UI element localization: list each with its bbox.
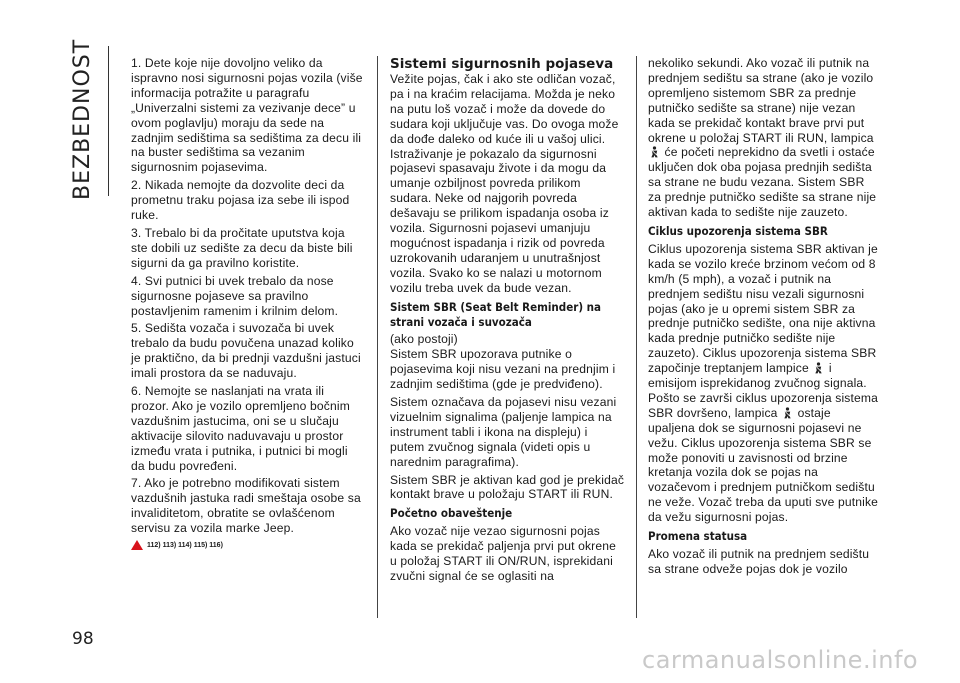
section-title: BEZBEDNOST <box>70 38 95 200</box>
section-divider <box>108 46 109 196</box>
column-1 <box>131 56 363 550</box>
paragraph <box>648 242 880 525</box>
column-divider-1 <box>377 56 378 618</box>
list-item: 1. Dete koje nije dovoljno veliko da ispravno nosi sigurnosni pojas vozila (više informacija potražite u paragrafu „Univerzalni sistemi za vezivanje dece” u ovom poglavlju) moraju da sede na zadnjim sedištima sa sedištima za decu ili na buster sedištima sa vezanim sigurnosnim pojasevima. <box>131 56 363 175</box>
watermark: carmanualsonline.info <box>642 646 919 674</box>
list-item: 4. Svi putnici bi uvek trebalo da nose sigurnosne pojaseve sa pravilno postavljenim ramenim i krilnim delom. <box>131 273 339 318</box>
subheading: Početno obaveštenje <box>390 506 513 521</box>
column-divider-2 <box>636 56 637 618</box>
text-run: Ciklus upozorenja sistema SBR aktivan je kada se vozilo kreće brzinom većom od 8 km/h (5 mph), a vozač i putnik na prednjem sedištu nisu vezali sigurnosni pojas (ako je u opremi sistem SBR za prednje putničko sedište, ona nije aktivna kada prednje putničko sedište nije zauzeto). Ciklus upozorenja sistema SBR započinje treptanjem lampice <box>648 241 878 376</box>
paragraph: (ako postoji) Sistem SBR upozorava putnike o pojasevima koji nisu vezani na prednjim i zadnjim sedištima (gde je predviđeno). <box>390 332 616 392</box>
paragraph: Ako vozač nije vezao sigurnosni pojas kada se prekidač paljenja prvi put okrene u položaj START ili ON/RUN, isprekidani zvučni signal će se oglasiti na <box>390 524 616 583</box>
paragraph <box>648 56 880 220</box>
warning-triangle-icon <box>131 540 143 550</box>
list-item: 3. Trebalo bi da pročitate uputstva koja ste dobili uz sedište za decu da biste bili sigurni da ga pravilno koristite. <box>131 225 353 270</box>
warning-refs-text: 112) 113) 114) 115) 116) <box>147 541 223 549</box>
warning-references <box>131 540 363 550</box>
paragraph: Sistem SBR je aktivan kad god je prekidač kontakt brave u položaju START ili RUN. <box>390 472 625 502</box>
text-run: i emisijom isprekidanog zvučnog signala. Pošto se završi ciklus upozorenja sistema SBR dovršeno, lampica <box>648 361 878 420</box>
column-2 <box>390 56 625 587</box>
text-run: ostaje upaljena dok se sigurnosni pojasevi ne vežu. Ciklus upozorenja sistema SBR se može ponoviti u zavisnosti od brzine kretanja vozila dok se pojas na vozačevom i prednjem putničkom sedištu ne veže. Vozač treba da uputi sve putnike da vežu sigurnosni pojas. <box>648 405 879 525</box>
text-run: će početi neprekidno da svetli i ostaće uključen dok oba pojasa prednjih sedišta sa strane ne budu vezana. Sistem SBR za prednje putničko sedište sa strane nije aktivan kada to sedište nije zauzeto. <box>648 145 877 220</box>
paragraph: Vežite pojas, čak i ako ste odličan vozač, pa i na kraćim relacijama. Možda je neko na putu loš vozač i može da dovede do sudara koji uključuje vas. Do ovoga može da dođe daleko od kuće ili u vašoj ulici. Istraživanje je pokazalo da sigurnosni pojasevi spasavaju živote i da mogu da umanje ozbiljnost povreda prilikom sudara. Neke od najgorih povreda dešavaju se prilikom ispadanja osoba iz vozila. Sigurnosni pojasevi umanjuju mogućnost ispadanja i rizik od povreda uzrokovanih udaranjem u unutrašnjost vozila. Svako ko se nalazi u motornom vozilu treba uvek da bude vezan. <box>390 72 619 295</box>
subheading: Sistem SBR (Seat Belt Reminder) na strani vozača i suvozača <box>390 299 602 329</box>
page-number: 98 <box>72 629 94 649</box>
subheading: Ciklus upozorenja sistema SBR <box>648 223 828 238</box>
section-heading: Sistemi sigurnosnih pojaseva <box>390 56 614 72</box>
text-run: nekoliko sekundi. Ako vozač ili putnik na prednjem sedištu sa strane (ako je vozilo opremljeno sistemom SBR za prednje putničko sedište sa strane) nije vezan kada se prekidač kontakt brave prvi put okrene u položaj START ili RUN, lampica <box>648 56 874 145</box>
list-item: 2. Nikada nemojte da dozvolite deci da prometnu traku pojasa iza sebe ili ispod ruke. <box>131 178 350 223</box>
seatbelt-reminder-icon <box>650 146 659 158</box>
list-item: 7. Ako je potrebno modifikovati sistem vazdušnih jastuka radi smeštaja osobe sa invaliditetom, obratite se ovlašćenom servisu za vozila marke Jeep. <box>131 476 361 536</box>
seatbelt-reminder-icon <box>814 362 823 374</box>
paragraph: Ako vozač ili putnik na prednjem sedištu sa strane odveže pojas dok je vozilo <box>648 547 870 576</box>
list-item: 6. Nemojte se naslanjati na vrata ili prozor. Ako je vozilo opremljeno bočnim vazdušnim jastucima, oni se u slučaju aktivacije silovito naduvavaju u prostor između vrata i putnika, i putnici bi mogli da budu povređeni. <box>131 384 350 473</box>
seatbelt-reminder-icon <box>783 407 792 419</box>
subheading: Promena statusa <box>648 529 748 544</box>
paragraph: Sistem označava da pojasevi nisu vezani vizuelnim signalima (paljenje lampica na instrument tabli i ikona na displeju) i putem zvučnog signala (videti opis u narednim paragrafima). <box>390 395 617 469</box>
list-item: 5. Sedišta vozača i suvozača bi uvek trebalo da budu povučena unazad koliko je praktično, da bi prednji vazdušni jastuci imali prostora da se naduvaju. <box>131 321 361 381</box>
column-3 <box>648 56 880 580</box>
